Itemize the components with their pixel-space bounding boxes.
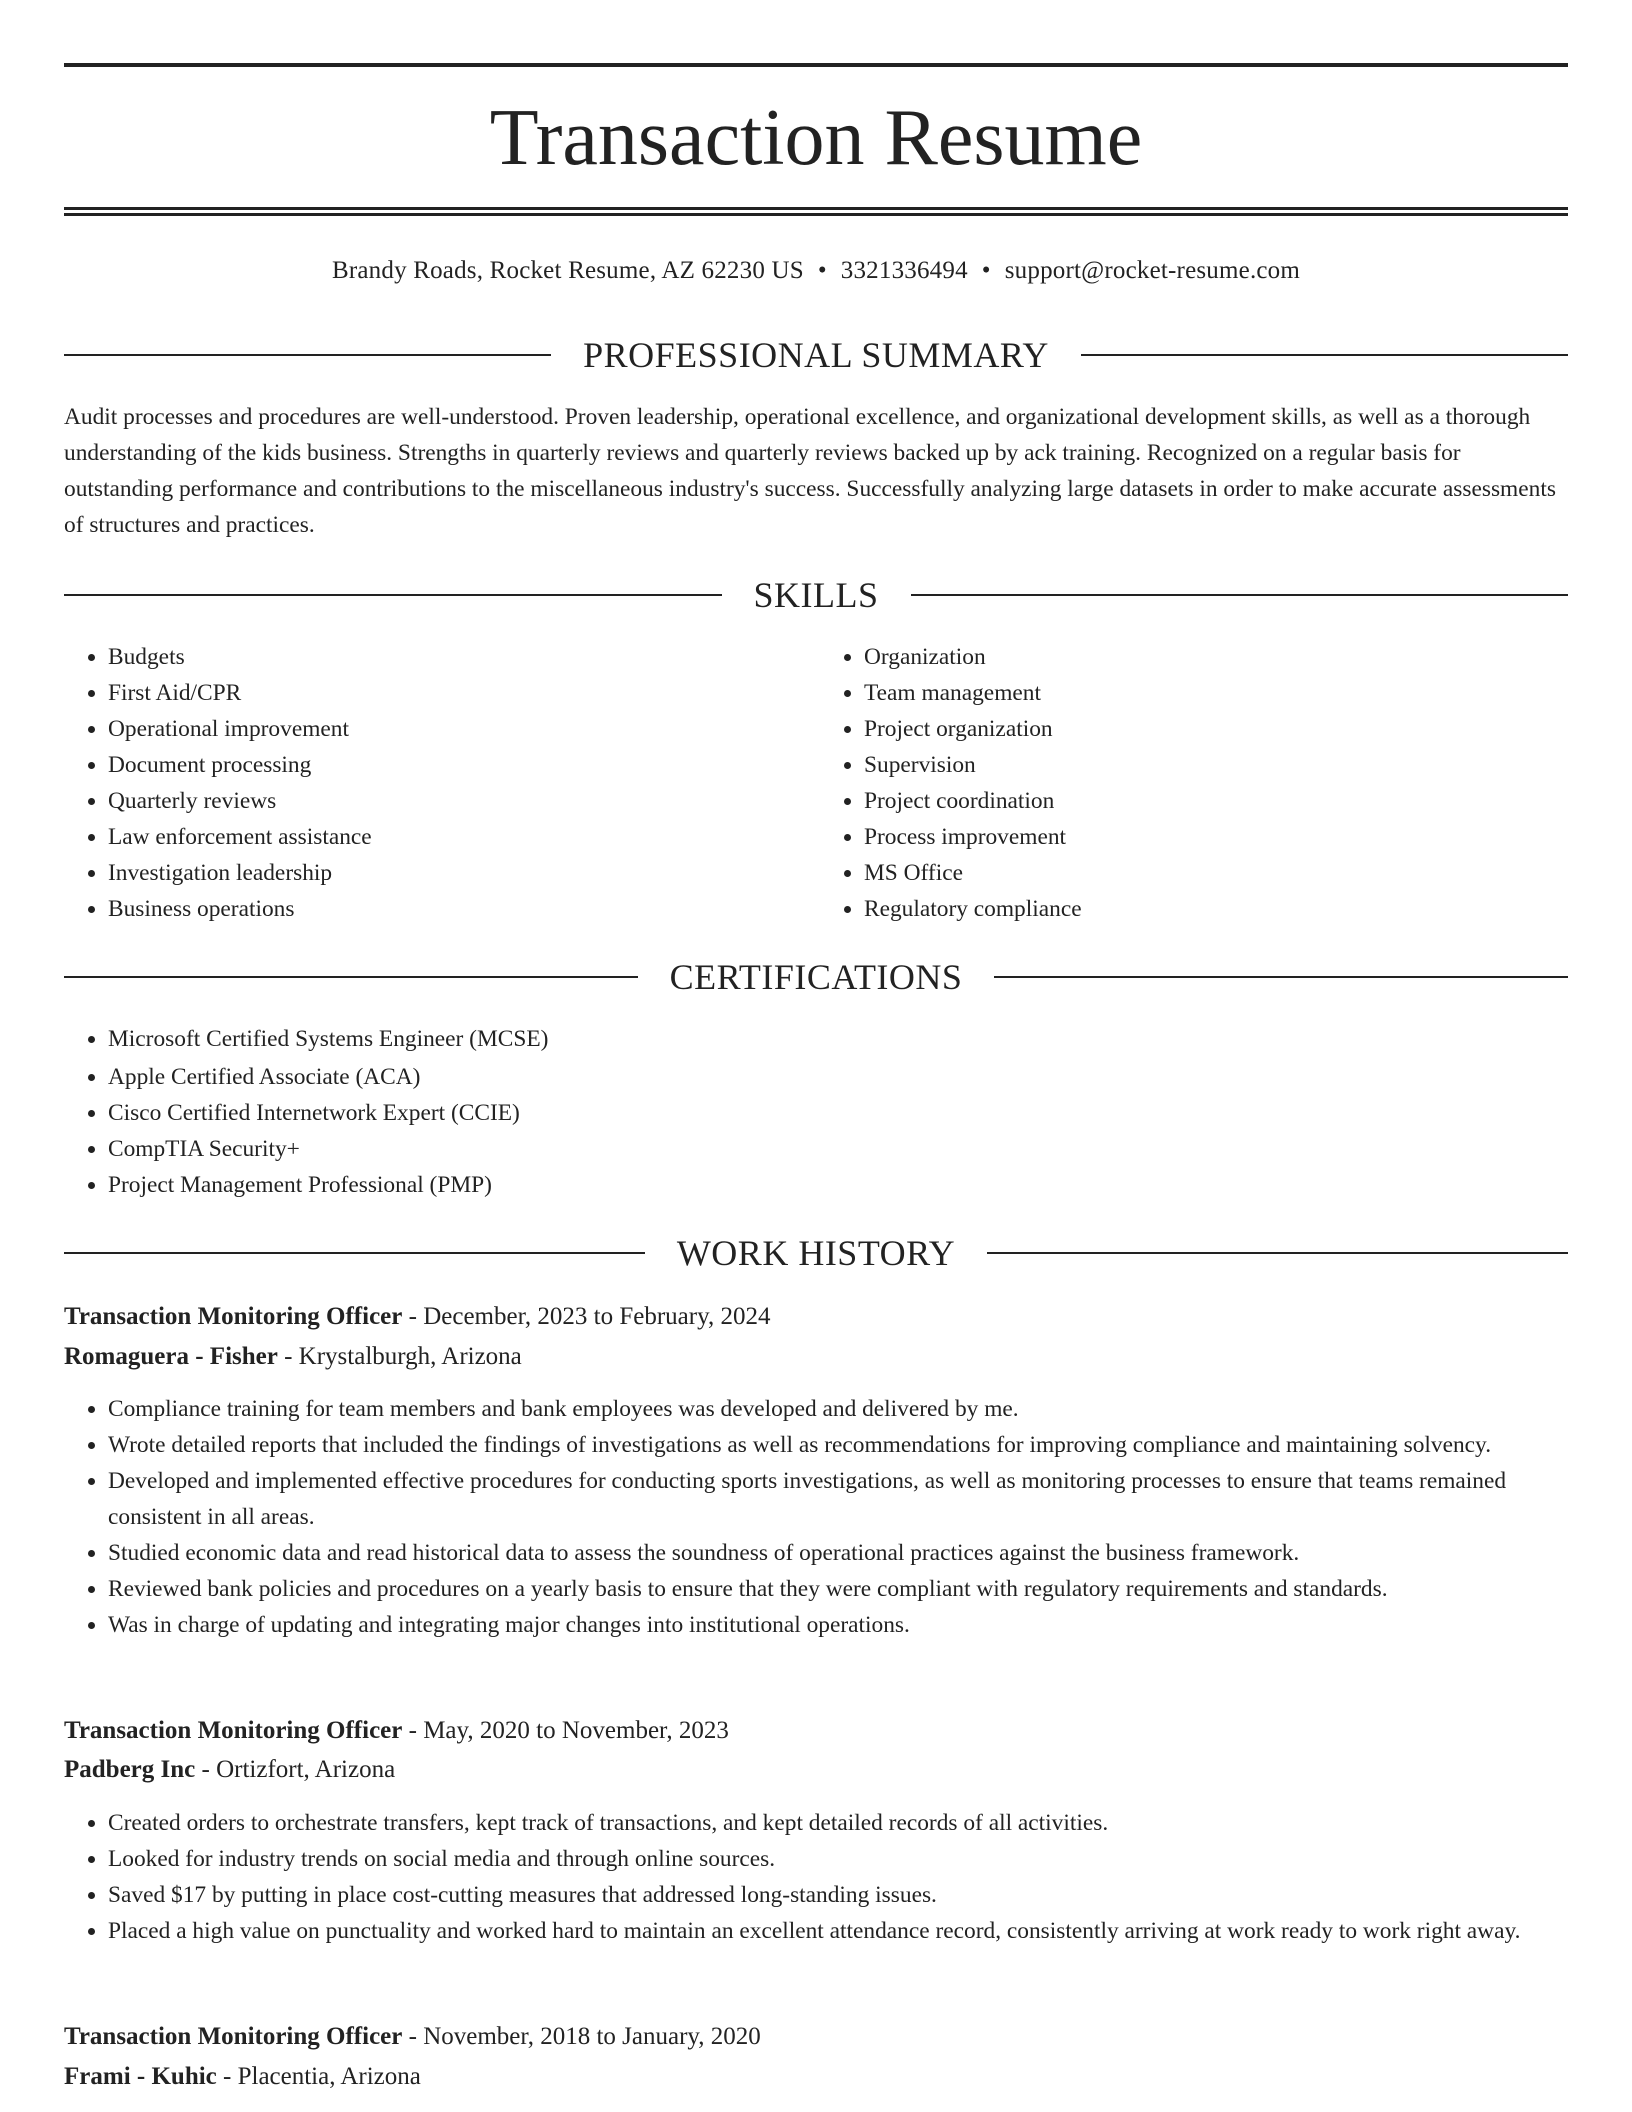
job-title-line xyxy=(64,1711,1568,1751)
job-company-line xyxy=(64,1337,1568,1377)
section-heading-skills xyxy=(64,575,1568,615)
job-title-line xyxy=(64,1297,1568,1337)
heading-rule-right xyxy=(987,1252,1568,1254)
job-bullet: • Compliance training for team members and bank employees was developed and delivered by me. xyxy=(108,1391,1568,1427)
skills-column-right xyxy=(816,639,1568,927)
contact-address: Brandy Roads, Rocket Resume, AZ 62230 US xyxy=(331,257,804,284)
page-title: Transaction Resume xyxy=(489,94,1143,182)
summary-text: Audit processes and procedures are well-understood. Proven leadership, operational excellence, and organizational development skills, as well as a thorough understanding of the kids business. Strengths in quarterly reviews and quarterly reviews backed up by ack training. Recognized on a regular basis for outstanding performance and contributions to the miscellaneous industry's success. Successfully analyzing large datasets in order to make accurate assessments of structures and practices. xyxy=(64,404,1556,538)
job-bullet: • Looked for industry trends on social media and through online sources. xyxy=(108,1841,1568,1877)
skill-item: • Team management xyxy=(864,675,1568,711)
job-dates: - December, 2023 to February, 2024 xyxy=(402,1303,771,1330)
section-title: PROFESSIONAL SUMMARY xyxy=(583,335,1049,375)
job-bullet: • Saved $17 by putting in place cost-cutting measures that addressed long-standing issues. xyxy=(108,1877,1568,1913)
heading-rule-right xyxy=(994,976,1568,978)
job-company: Padberg Inc xyxy=(64,1756,196,1783)
skill-item: • Process improvement xyxy=(864,819,1568,855)
section-heading-summary xyxy=(64,335,1568,375)
job-dates: - May, 2020 to November, 2023 xyxy=(402,1717,729,1744)
certification-item: • Apple Certified Associate (ACA) xyxy=(108,1059,1568,1095)
job-location: - Ortizfort, Arizona xyxy=(195,1756,396,1783)
contact-phone: 3321336494 xyxy=(840,257,968,284)
contact-separator: • xyxy=(817,257,827,284)
job-bullets xyxy=(64,1391,1568,1643)
job-dates: - November, 2018 to January, 2020 xyxy=(402,2023,761,2050)
contact-line xyxy=(64,255,1568,287)
job-bullet: • Created orders to orchestrate transfers, kept track of transactions, and kept detailed records of all activities. xyxy=(108,1805,1568,1841)
title-double-rule xyxy=(64,207,1568,216)
section-title: WORK HISTORY xyxy=(676,1233,956,1273)
skill-item: • Operational improvement xyxy=(108,711,816,747)
skill-item: • Project organization xyxy=(864,711,1568,747)
skill-item: • Budgets xyxy=(108,639,816,675)
heading-rule-left xyxy=(64,354,551,356)
section-title: CERTIFICATIONS xyxy=(669,957,963,997)
certification-item: • Microsoft Certified Systems Engineer (MCSE) xyxy=(108,1021,1568,1057)
section-heading-work-history xyxy=(64,1233,1568,1273)
skill-item: • Supervision xyxy=(864,747,1568,783)
job-location: - Placentia, Arizona xyxy=(216,2063,421,2090)
skill-item: • Project coordination xyxy=(864,783,1568,819)
job-bullet: • Studied economic data and read historical data to assess the soundness of operational practices against the business framework. xyxy=(108,1535,1568,1571)
skill-item: • Organization xyxy=(864,639,1568,675)
skill-item: • Law enforcement assistance xyxy=(108,819,816,855)
job-company: Frami - Kuhic xyxy=(64,2063,217,2090)
heading-rule-right xyxy=(1081,354,1568,356)
job-bullet: • Reviewed bank policies and procedures on a yearly basis to ensure that they were compliant with regulatory requirements and standards. xyxy=(108,1571,1568,1607)
skill-item: • Quarterly reviews xyxy=(108,783,816,819)
certification-item: • Cisco Certified Internetwork Expert (CCIE) xyxy=(108,1095,1568,1131)
contact-separator: • xyxy=(981,257,991,284)
job-bullet: • Placed a high value on punctuality and worked hard to maintain an excellent attendance record, consistently arriving at work ready to work right away. xyxy=(108,1913,1568,1949)
job-title-line xyxy=(64,2017,1568,2057)
job-company-line xyxy=(64,2057,1568,2097)
job-bullets xyxy=(64,1805,1568,1949)
job-company: Romaguera - Fisher xyxy=(64,1343,278,1370)
skill-item: • Regulatory compliance xyxy=(864,891,1568,927)
contact-email[interactable]: support@rocket-resume.com xyxy=(1004,257,1301,284)
job-title: Transaction Monitoring Officer xyxy=(64,1717,403,1744)
job-bullet: • Was in charge of updating and integrating major changes into institutional operations. xyxy=(108,1607,1568,1643)
top-rule xyxy=(64,63,1568,67)
section-title: SKILLS xyxy=(753,575,879,615)
job-bullet: • Wrote detailed reports that included the findings of investigations as well as recommendations for improving compliance and maintaining solvency. xyxy=(108,1427,1568,1463)
job-company-line xyxy=(64,1750,1568,1790)
certification-item: • Project Management Professional (PMP) xyxy=(108,1167,1568,1203)
heading-rule-right xyxy=(911,594,1569,596)
job-bullet: • Developed and implemented effective procedures for conducting sports investigations, as well as monitoring processes to ensure that teams remained consistent in all areas. xyxy=(108,1463,1568,1535)
skills-column-left xyxy=(64,639,816,927)
certifications-list xyxy=(64,1021,1568,1203)
certification-item: • CompTIA Security+ xyxy=(108,1131,1568,1167)
job-title: Transaction Monitoring Officer xyxy=(64,2023,403,2050)
heading-rule-left xyxy=(64,1252,645,1254)
job-location: - Krystalburgh, Arizona xyxy=(277,1343,522,1370)
skill-item: • Document processing xyxy=(108,747,816,783)
skill-item: • Business operations xyxy=(108,891,816,927)
skill-item: • Investigation leadership xyxy=(108,855,816,891)
heading-rule-left xyxy=(64,976,638,978)
skills-list xyxy=(64,639,1568,927)
skill-item: • First Aid/CPR xyxy=(108,675,816,711)
section-heading-certifications xyxy=(64,957,1568,997)
heading-rule-left xyxy=(64,594,722,596)
job-title: Transaction Monitoring Officer xyxy=(64,1303,403,1330)
skill-item: • MS Office xyxy=(864,855,1568,891)
